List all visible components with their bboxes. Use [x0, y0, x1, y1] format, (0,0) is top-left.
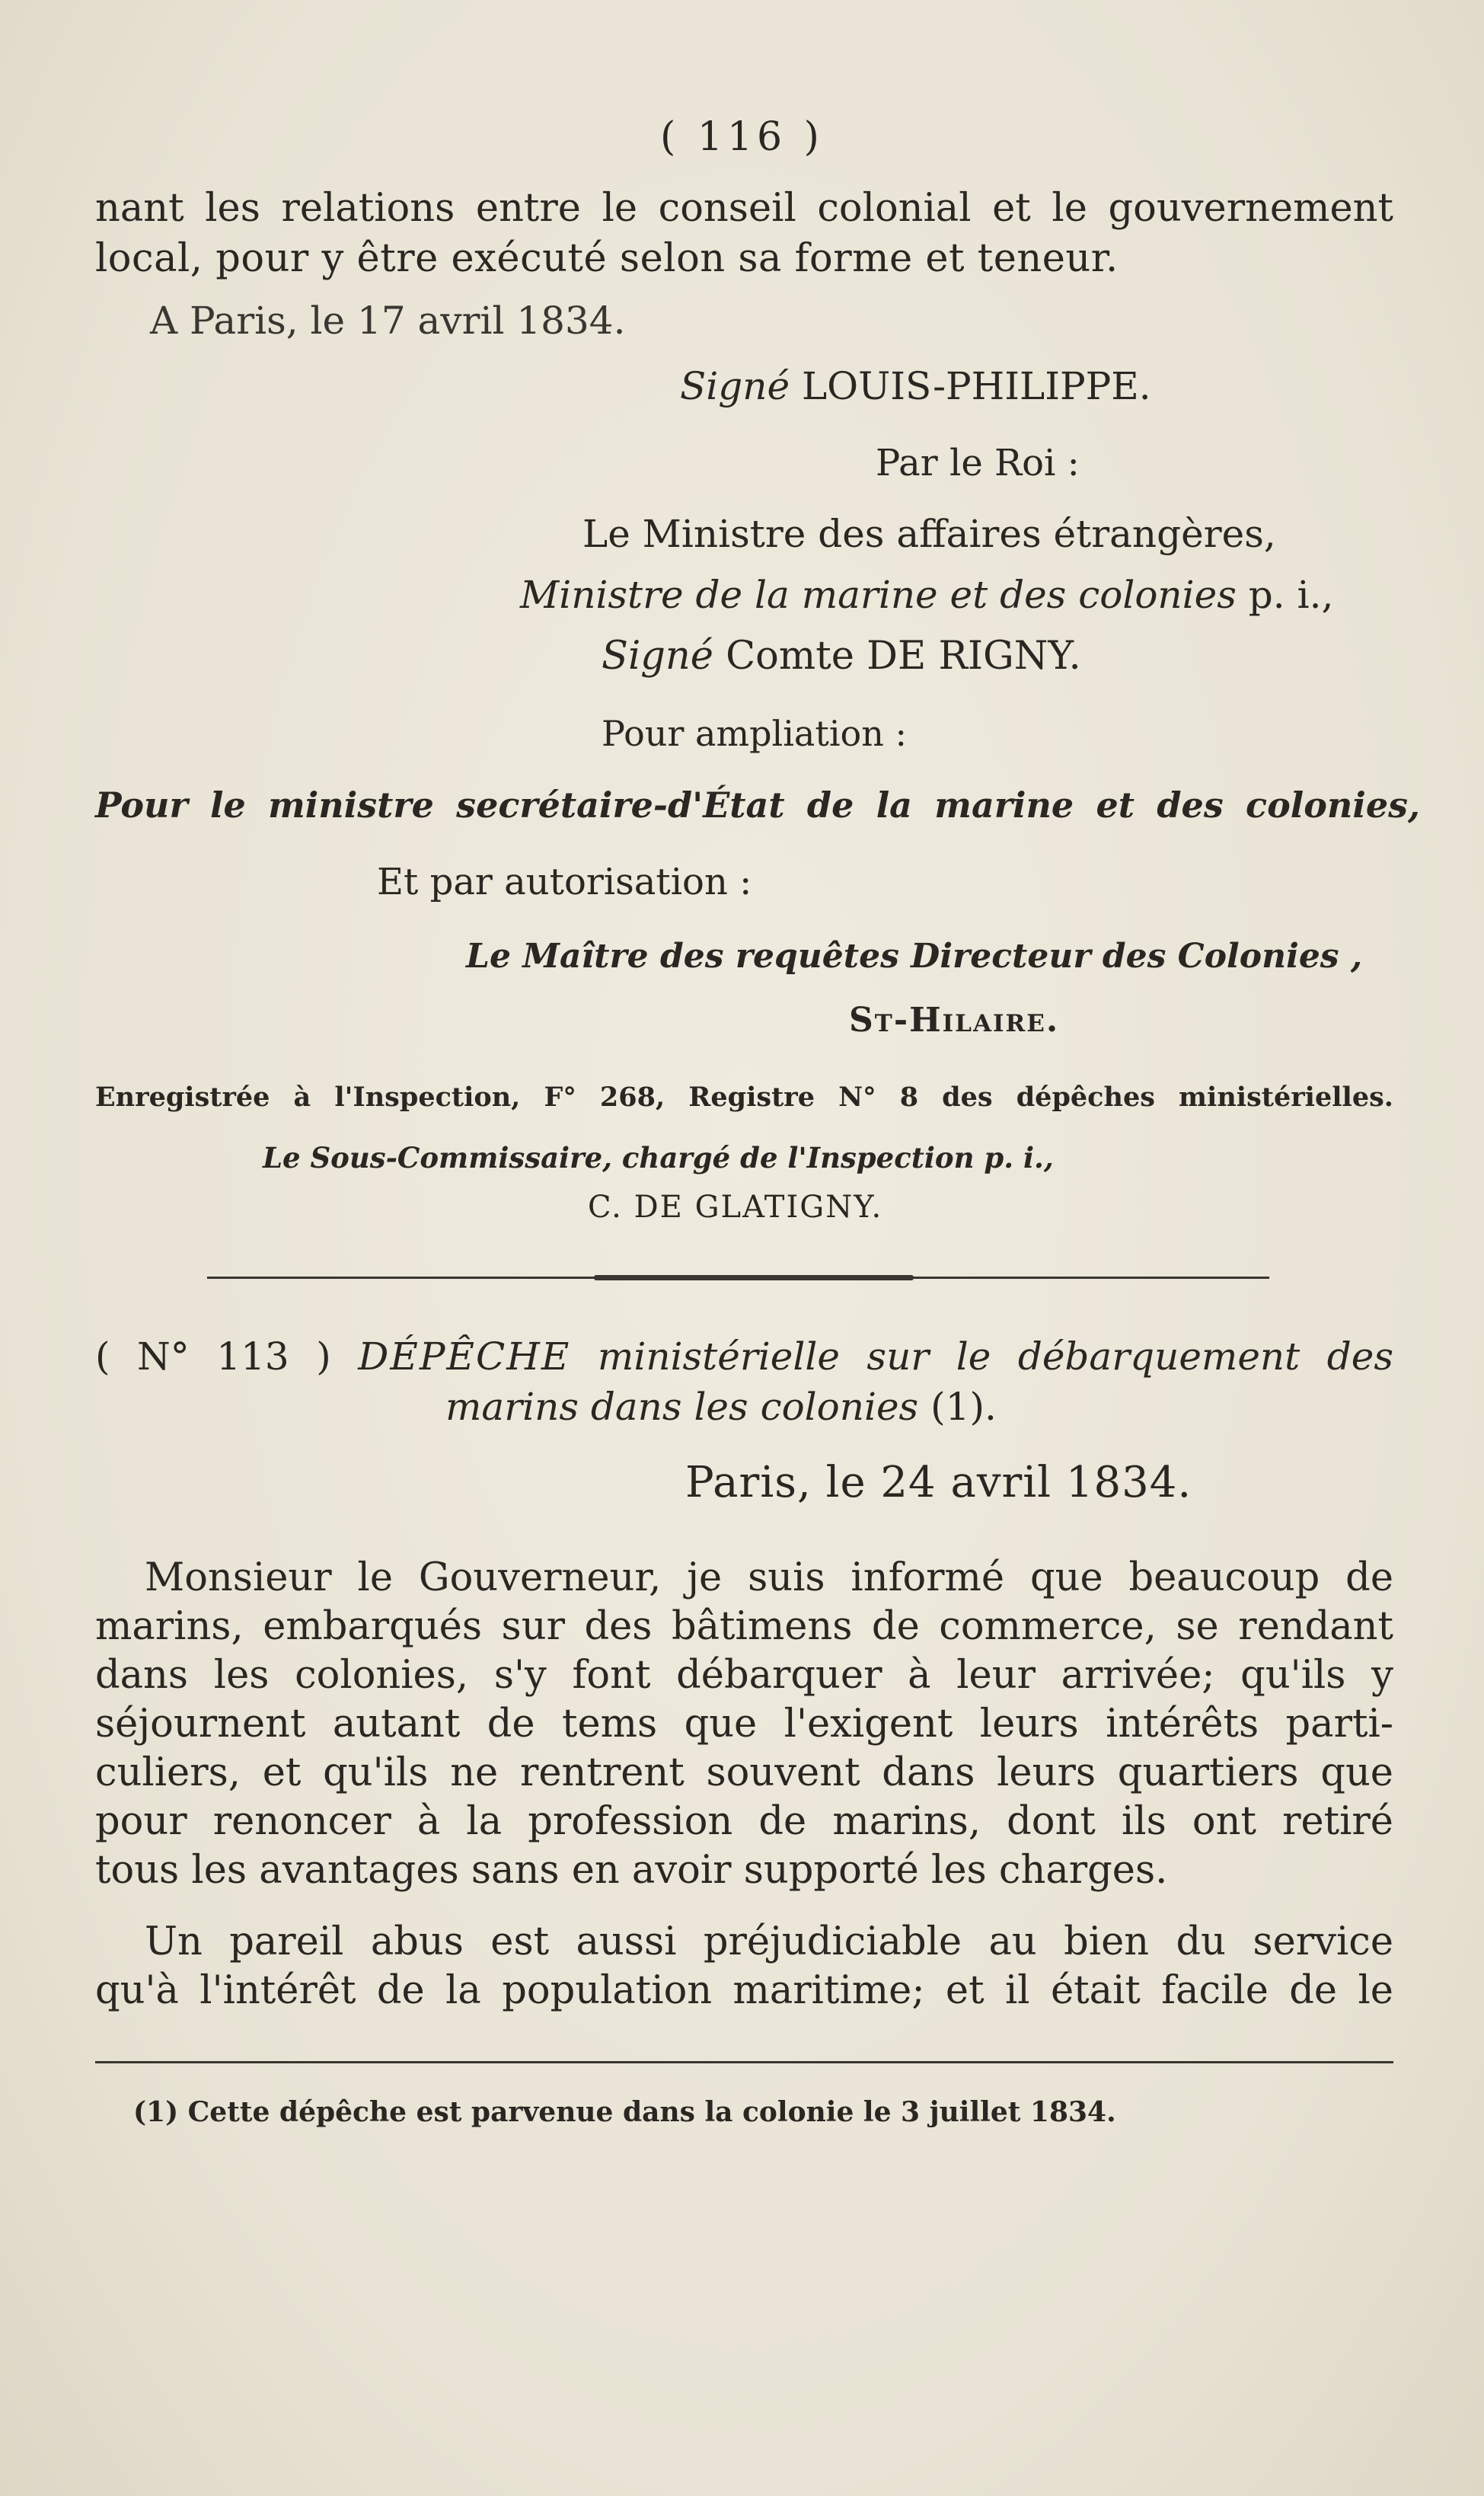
- minister-title: Le Ministre des affaires étrangères,: [582, 512, 1276, 556]
- body-line-2: marins, embarqués sur des bâtimens de commerce, se rendant: [95, 1604, 1393, 1649]
- maitre-des-requetes: Le Maître des requêtes Directeur des Colonies ,: [466, 937, 1363, 976]
- autorisation-line: Et par autorisation :: [377, 861, 752, 903]
- body-line-3: dans les colonies, s'y font débarquer à leur arrivée; qu'ils y: [95, 1653, 1393, 1698]
- depeche-title-rest-2: marins dans les colonies: [445, 1385, 919, 1429]
- continuation-line-1: nant les relations entre le conseil colonial et le gouvernement: [95, 186, 1393, 231]
- footnote-rule: [95, 2061, 1393, 2063]
- ampliation-minister-line: Pour le ministre secrétaire-d'État de la marine et des colonies,: [95, 785, 1420, 826]
- sous-commissaire-line: Le Sous-Commissaire, chargé de l'Inspection p. i.,: [263, 1141, 1054, 1174]
- signe-label-2: Signé: [602, 634, 713, 679]
- depeche-number: ( N° 113 ): [95, 1334, 331, 1379]
- st-hilaire-name: St-Hilaire.: [849, 1001, 1060, 1040]
- body-line-8: Un pareil abus est aussi préjudiciable au bien du service: [145, 1919, 1393, 1964]
- continuation-line-2: local, pour y être exécuté selon sa forme et teneur.: [95, 236, 1119, 281]
- minister-name: Comte DE RIGNY.: [726, 634, 1081, 679]
- minister-signature: [602, 634, 1081, 679]
- depeche-date: Paris, le 24 avril 1834.: [685, 1458, 1192, 1507]
- par-le-roi: Par le Roi :: [876, 442, 1080, 484]
- minister-line-2: [520, 573, 1333, 617]
- king-signature: [680, 364, 1151, 408]
- place-date: A Paris, le 17 avril 1834.: [150, 299, 626, 343]
- registration-line: Enregistrée à l'Inspection, F° 268, Registre N° 8 des dépêches ministérielles.: [95, 1082, 1393, 1113]
- body-line-4: séjournent autant de tems que l'exigent leurs intérêts parti-: [95, 1702, 1393, 1747]
- body-line-1: Monsieur le Gouverneur, je suis informé que beaucoup de: [145, 1555, 1393, 1600]
- signe-label: Signé: [680, 364, 790, 408]
- glatigny-name: C. DE GLATIGNY.: [588, 1190, 883, 1225]
- footnote-reference: (1).: [930, 1385, 997, 1429]
- separator-rule-thick: [594, 1275, 914, 1280]
- depeche-title-rest: ministérielle sur le débarquement des: [597, 1334, 1393, 1379]
- depeche-heading-line-2: [445, 1385, 997, 1429]
- depeche-heading-line-1: [95, 1334, 1393, 1379]
- body-line-6: pour renoncer à la profession de marins, dont ils ont retiré: [95, 1799, 1393, 1844]
- ampliation-heading: Pour ampliation :: [602, 713, 907, 754]
- body-line-9: qu'à l'intérêt de la population maritime; et il était facile de le: [95, 1968, 1393, 2013]
- depeche-title-word: DÉPÊCHE: [358, 1334, 571, 1379]
- king-name: LOUIS-PHILIPPE.: [801, 364, 1151, 408]
- footnote: (1) Cette dépêche est parvenue dans la colonie le 3 juillet 1834.: [133, 2096, 1116, 2128]
- body-line-7: tous les avantages sans en avoir supporté les charges.: [95, 1848, 1168, 1893]
- minister-pi: p. i.,: [1248, 573, 1334, 617]
- minister-marine-title: Ministre de la marine et des colonies: [520, 573, 1237, 617]
- page-number: ( 116 ): [660, 114, 824, 160]
- body-line-5: culiers, et qu'ils ne rentrent souvent dans leurs quartiers que: [95, 1750, 1393, 1795]
